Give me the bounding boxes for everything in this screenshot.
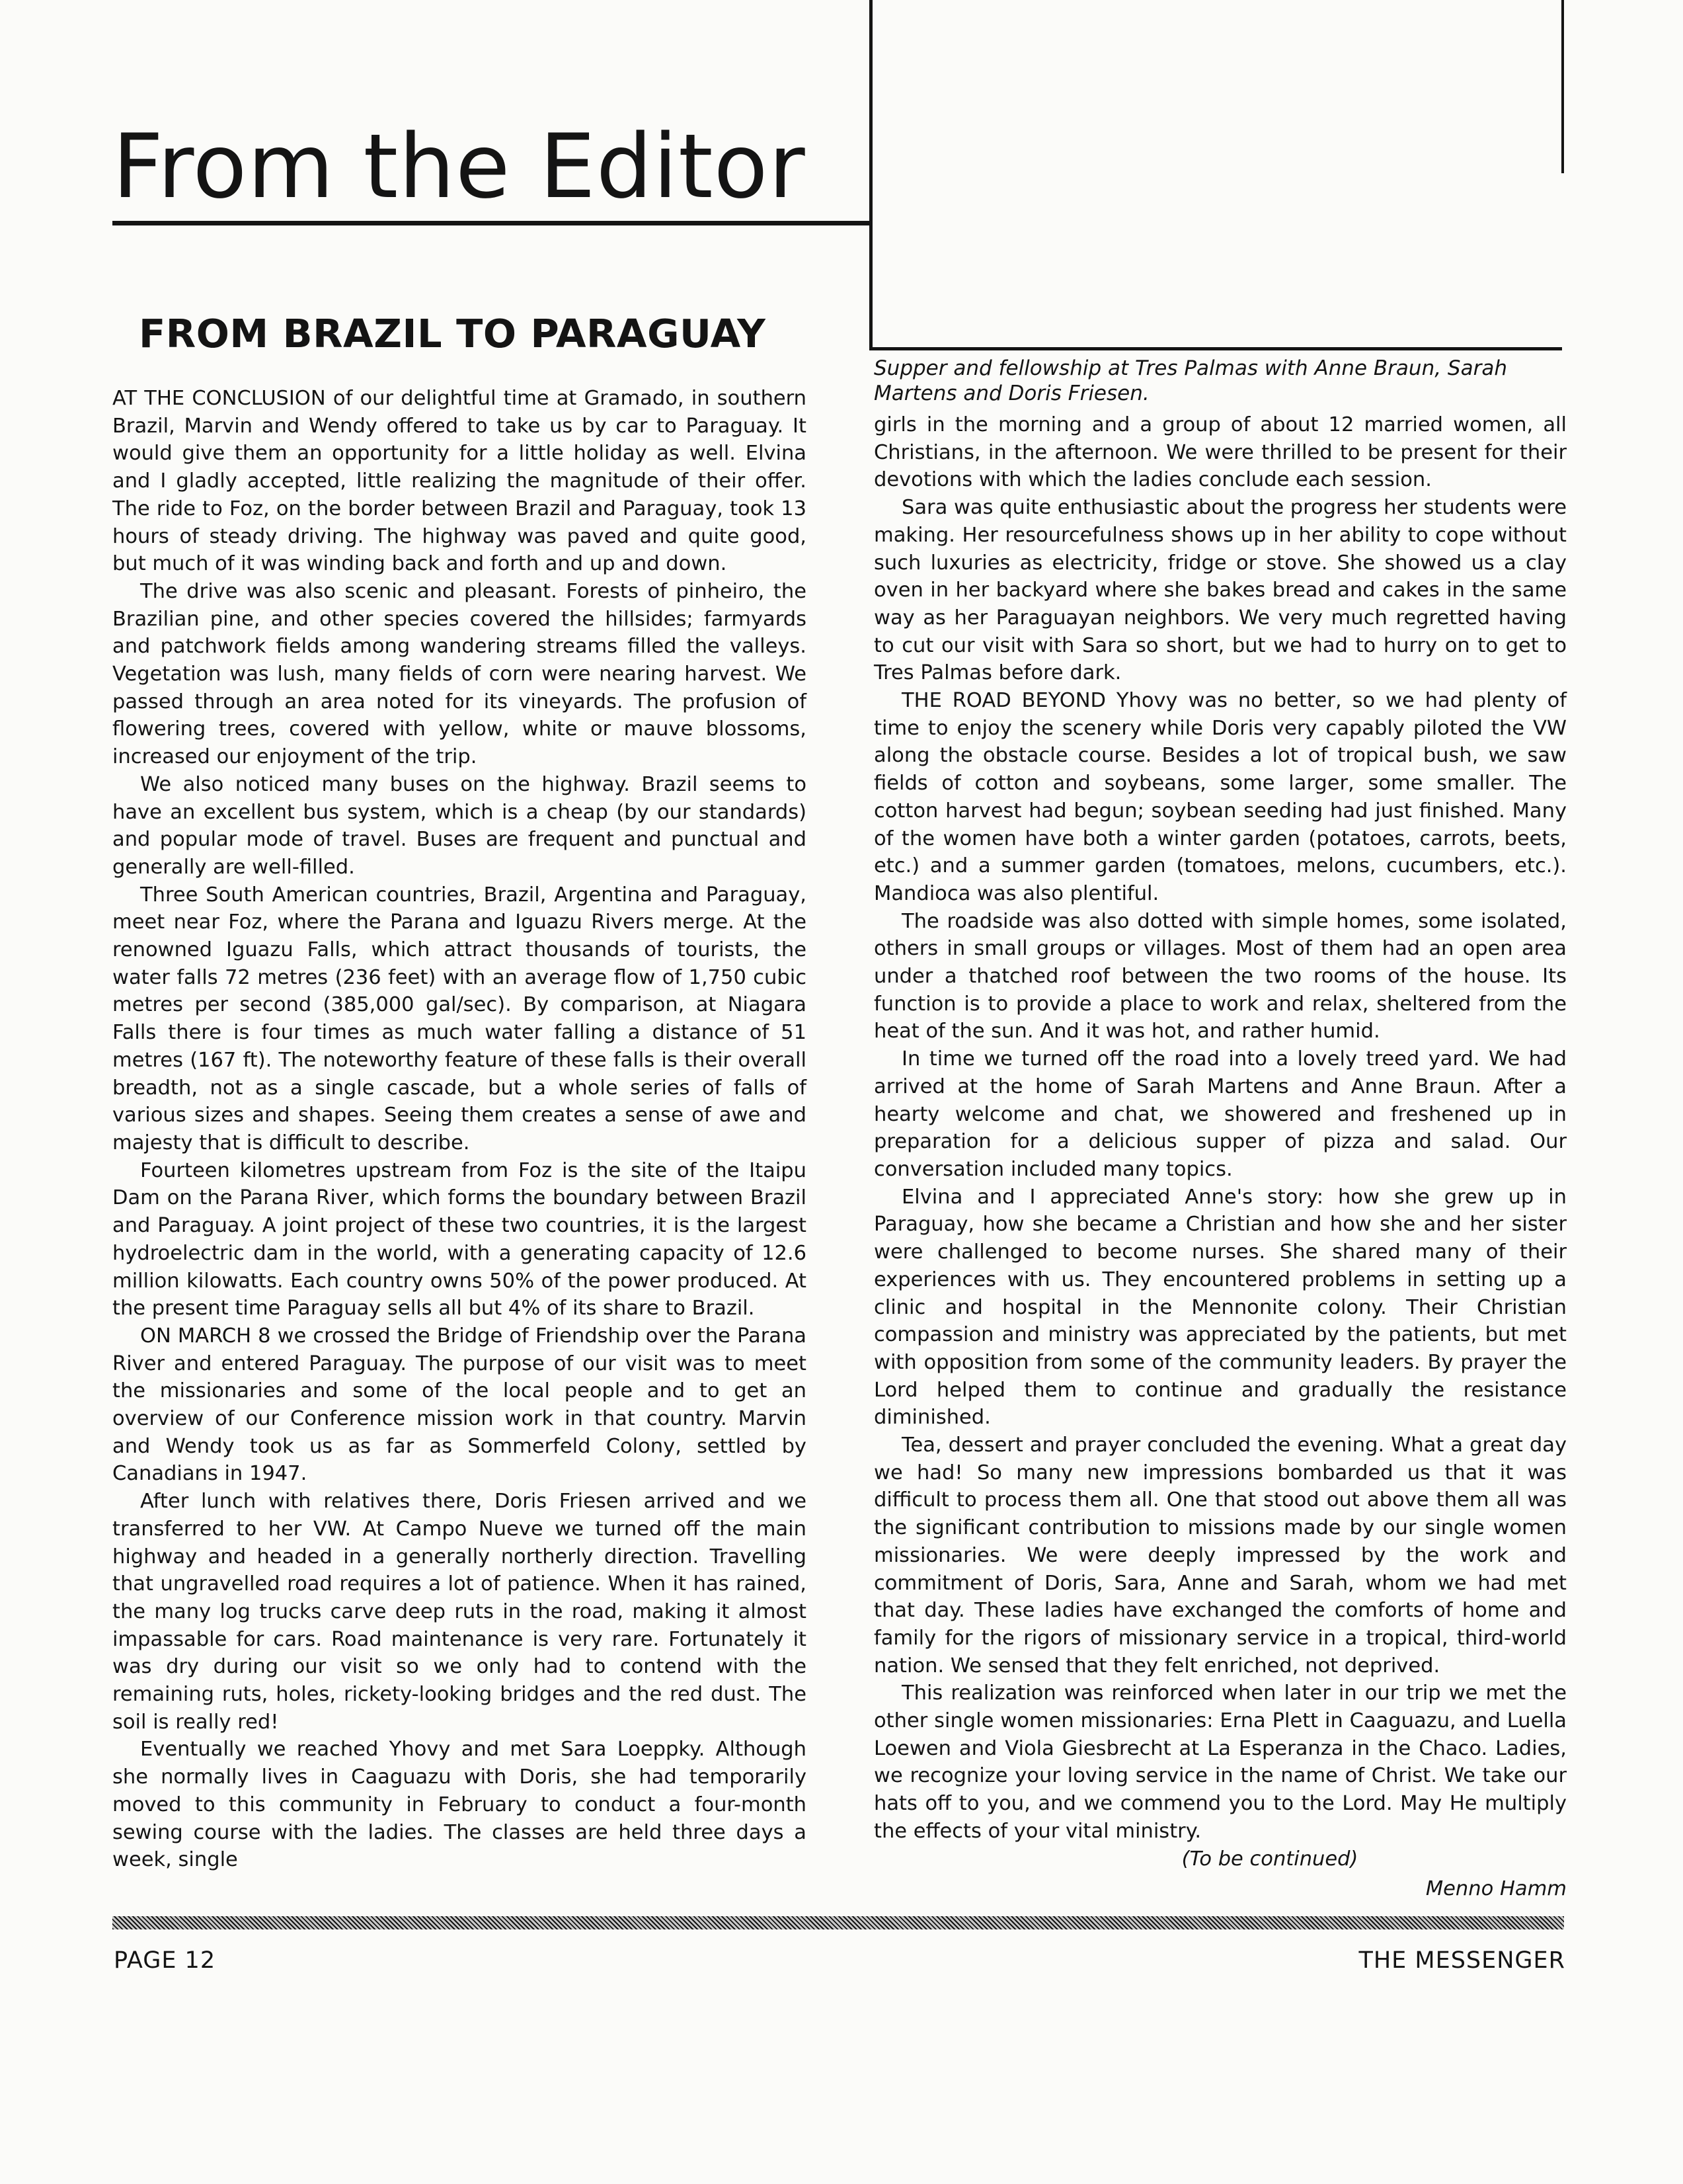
paragraph: Sara was quite enthusiastic about the progress her students were making. Her resourcefulness shows up in her ability to cope without such luxuries as electricity, fridge or stove. She showed us a clay oven in her backyard where she bakes bread and cakes in the same way as her Paraguayan neighbors. We very much regretted having to cut our visit with Sara so short, but we had to hurry on to get to Tres Palmas before dark. xyxy=(874,496,1567,685)
photo-frame-edge xyxy=(1561,0,1564,173)
paragraph: The drive was also scenic and pleasant. Forests of pinheiro, the Brazilian pine, and other species covered the hillsides; farmyards and patchwork fields among wandering streams filled the valleys. Vegetation was lush, many fields of corn were nearing harvest. We passed through an area noted for its vineyards. The profusion of flowering trees, covered with yellow, white or mauve blossoms, increased our enjoyment of the trip. xyxy=(112,579,806,769)
section-title: From the Editor xyxy=(112,115,806,218)
paragraph: Three South American countries, Brazil, Argentina and Paraguay, meet near Foz, where the Parana and Iguazu Rivers merge. At the renowned Iguazu Falls, which attract thousands of tourists, the water falls 72 metres (236 feet) with an average flow of 1,750 cubic metres per second (385,000 gal/sec). By comparison, at Niagara Falls there is four times as much water falling a distance of 51 metres (167 ft). The noteworthy feature of these falls is their overall breadth, not as a single cascade, but a whole series of falls of various sizes and shapes. Seeing them creates a sense of awe and majesty that is difficult to describe. xyxy=(112,883,806,1154)
author-signature: Menno Hamm xyxy=(1425,1877,1567,1901)
paragraph: girls in the morning and a group of about 12 married women, all Christians, in the afternoon. We were thrilled to be present for their devotions with which the ladies conclude each session. xyxy=(874,413,1567,492)
paragraph: Eventually we reached Yhovy and met Sara Loeppky. Although she normally lives in Caaguazu with Doris, she had temporarily moved to this community in February to conduct a four-month sewing course with the ladies. The classes are held three days a week, single xyxy=(112,1738,806,1872)
paragraph: THE ROAD BEYOND Yhovy was no better, so we had plenty of time to enjoy the scenery while Doris very capably piloted the VW along the obstacle course. Besides a lot of tropical bush, we saw fields of cotton and soybeans, some larger, some smaller. The cotton harvest had begun; soybean seeding had just finished. Many of the women have both a winter garden (potatoes, carrots, beets, etc.) and a summer garden (tomatoes, melons, cucumbers, etc.). Mandioca was also plentiful. xyxy=(874,689,1567,905)
paragraph: Fourteen kilometres upstream from Foz is the site of the Itaipu Dam on the Parana River, which forms the boundary between Brazil and Paraguay. A joint project of these two countries, it is the largest hydroelectric dam in the world, with a generating capacity of 12.6 million kilowatts. Each country owns 50% of the power produced. At the present time Paraguay sells all but 4% of its share to Brazil. xyxy=(112,1158,806,1320)
paragraph: In time we turned off the road into a lovely treed yard. We had arrived at the home of Sarah Martens and Anne Braun. After a hearty welcome and chat, we showered and freshened up in preparation for a delicious supper of pizza and salad. Our conversation included many topics. xyxy=(874,1047,1567,1181)
paragraph: Elvina and I appreciated Anne's story: how she grew up in Paraguay, how she became a Christian and how she and her sister were challenged to become nurses. She shared many of their experiences with us. They encountered problems in setting up a clinic and hospital in the Mennonite colony. Their Christian compassion and ministry was appreciated by the patients, but met with opposition from some of the community leaders. By prayer the Lord helped them to continue and gradually the resistance diminished. xyxy=(874,1185,1567,1430)
paragraph: Tea, dessert and prayer concluded the evening. What a great day we had! So many new impressions bombarded us that it was difficult to process them all. One that stood out above them all was the significant contribution to missions made by our single women missionaries. We were deeply impressed by the work and commitment of Doris, Sara, Anne and Sarah, whom we had met that day. These ladies have exchanged the comforts of home and family for the rigors of missionary service in a tropical, third-world nation. We sensed that they felt enriched, not deprived. xyxy=(874,1434,1567,1678)
left-column xyxy=(112,385,806,1874)
right-column xyxy=(874,411,1567,1903)
paragraph: After lunch with relatives there, Doris Friesen arrived and we transferred to her VW. At Campo Nueve we turned off the main highway and headed in a generally northerly direction. Travelling that ungravelled road requires a lot of patience. When it has rained, the many log trucks carve deep ruts in the road, making it almost impassable for cars. Road maintenance is very rare. Fortunately it was dry during our visit so we only had to contend with the remaining ruts, holes, rickety-looking bridges and the red dust. The soil is really red! xyxy=(112,1490,806,1734)
article-headline: FROM BRAZIL TO PARAGUAY xyxy=(139,311,766,356)
footer-rule xyxy=(112,1916,1564,1929)
paragraph: This realization was reinforced when later in our trip we met the other single women missionaries: Erna Plett in Caaguazu, and Luella Loewen and Viola Giesbrecht at La Esperanza in the Chaco. Ladies, we recognize your loving service in the name of Christ. We take our hats off to you, and we commend you to the Lord. May He multiply the effects of your vital ministry. xyxy=(874,1681,1567,1843)
paragraph: AT THE CONCLUSION of our delightful time at Gramado, in southern Brazil, Marvin and Wendy offered to take us by car to Paraguay. It would give them an opportunity for a little holiday as well. Elvina and I gladly accepted, little realizing the magnitude of their offer. The ride to Foz, on the border between Brazil and Paraguay, took 13 hours of steady driving. The highway was paved and quite good, but much of it was winding back and forth and up and down. xyxy=(112,387,806,576)
paragraph: The roadside was also dotted with simple homes, some isolated, others in small groups or villages. Most of them had an open area under a thatched roof between the two rooms of the house. Its function is to provide a place to work and relax, sheltered from the heat of the sun. And it was hot, and rather humid. xyxy=(874,909,1567,1043)
continued-note: (To be continued) xyxy=(1181,1847,1358,1871)
publication-name: THE MESSENGER xyxy=(1358,1947,1565,1974)
paragraph: ON MARCH 8 we crossed the Bridge of Friendship over the Parana River and entered Paraguay. The purpose of our visit was to meet the missionaries and some of the local people and to get an overview of our Conference mission work in that country. Marvin and Wendy took us as far as Sommerfeld Colony, settled by Canadians in 1947. xyxy=(112,1324,806,1486)
photo-placeholder xyxy=(869,0,1562,350)
title-rule xyxy=(112,221,873,225)
photo-caption: Supper and fellowship at Tres Palmas with Anne Braun, Sarah Martens and Doris Friesen. xyxy=(874,356,1507,405)
paragraph: We also noticed many buses on the highway. Brazil seems to have an excellent bus system, which is a cheap (by our standards) and popular mode of travel. Buses are frequent and punctual and generally are well-filled. xyxy=(112,772,806,879)
page-number: PAGE 12 xyxy=(114,1947,216,1974)
